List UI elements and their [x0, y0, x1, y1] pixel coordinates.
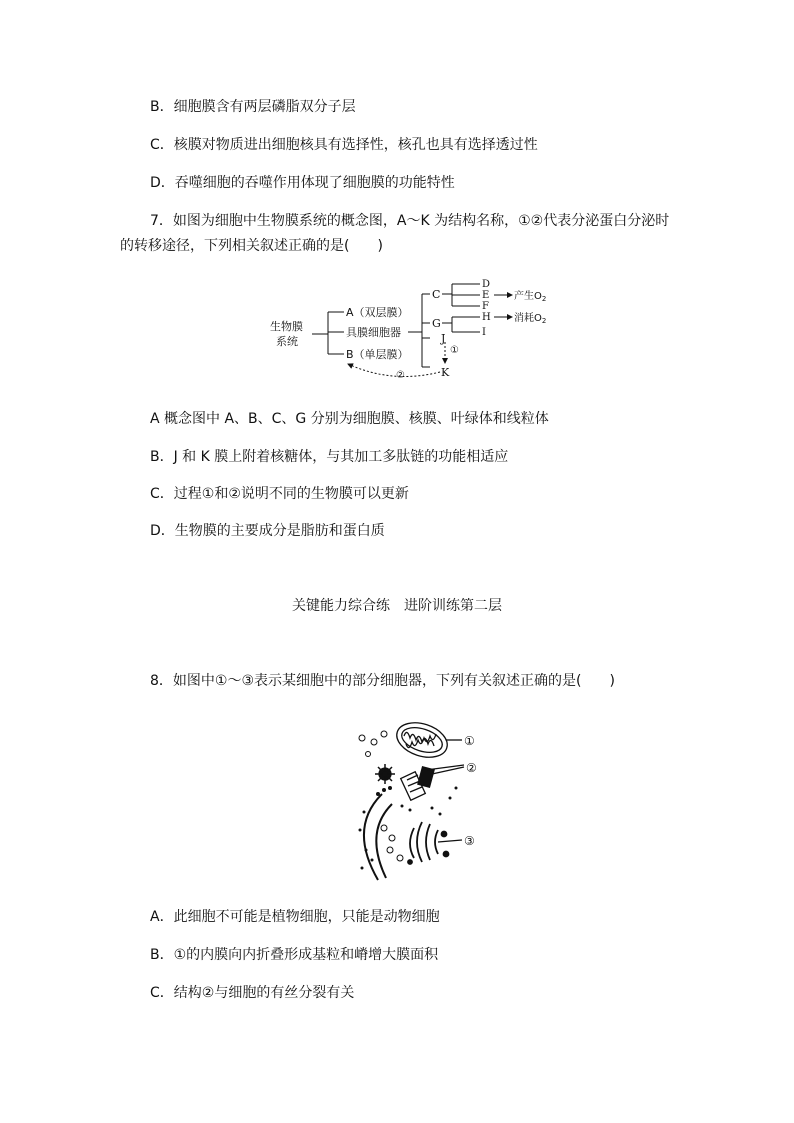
- node-d: D: [482, 279, 491, 290]
- node-b: B（单层膜）: [346, 348, 409, 361]
- q8-option-a: A．此细胞不可能是植物细胞，只能是动物细胞: [150, 909, 440, 925]
- node-j: J: [441, 332, 446, 345]
- node-k: K: [441, 366, 450, 379]
- centriole-shape: [375, 764, 434, 800]
- q6-option-c: C．核膜对物质进出细胞核具有选择性，核孔也具有选择透过性: [150, 137, 538, 153]
- step-1-marker: ①: [450, 345, 459, 356]
- node-membrane-organelles: 具膜细胞器: [346, 326, 401, 339]
- q7-option-c: C．过程①和②说明不同的生物膜可以更新: [150, 486, 409, 502]
- golgi-shape: [408, 822, 449, 864]
- node-h: H: [482, 312, 491, 323]
- node-c: C: [432, 288, 441, 301]
- node-e: E: [482, 290, 490, 301]
- q8-organelle-figure: [340, 710, 500, 885]
- figure-label-2: ②: [466, 761, 477, 775]
- consume-o2-label: 消耗$O_2$: [514, 313, 547, 325]
- q6-option-d: D．吞噬细胞的吞噬作用体现了细胞膜的功能特性: [150, 175, 455, 191]
- q8-option-b: B．①的内膜向内折叠形成基粒和嵴增大膜面积: [150, 947, 439, 963]
- step-2-marker: ②: [396, 370, 405, 381]
- node-a: A（双层膜）: [346, 306, 409, 319]
- produce-o2-label: 产生$O_2$: [514, 291, 547, 303]
- q8-option-c: C．结构②与细胞的有丝分裂有关: [150, 985, 355, 1001]
- q7-stem-line2: 的转移途径，下列相关叙述正确的是( ): [120, 238, 383, 254]
- figure-label-3: ③: [464, 834, 475, 848]
- mitochondrion-shape: [392, 717, 451, 764]
- node-i: I: [482, 327, 486, 338]
- root-label-line2: 系统: [276, 335, 298, 348]
- q6-option-b: B．细胞膜含有两层磷脂双分子层: [150, 99, 356, 115]
- q7-option-a: A 概念图中 A、B、C、G 分别为细胞膜、核膜、叶绿体和线粒体: [150, 411, 549, 427]
- q7-concept-diagram: [262, 272, 562, 384]
- q7-stem-line1: 7．如图为细胞中生物膜系统的概念图，A～K 为结构名称，①②代表分泌蛋白分泌时: [150, 213, 670, 229]
- node-g: G: [432, 317, 441, 330]
- q7-option-d: D．生物膜的主要成分是脂肪和蛋白质: [150, 523, 385, 539]
- node-f: F: [482, 301, 489, 312]
- q8-stem: 8．如图中①～③表示某细胞中的部分细胞器，下列有关叙述正确的是( ): [150, 673, 615, 689]
- root-label-line1: 生物膜: [270, 320, 303, 333]
- q7-option-b: B．J 和 K 膜上附着核糖体，与其加工多肽链的功能相适应: [150, 449, 509, 465]
- section-title: 关键能力综合练 进阶训练第二层: [292, 598, 502, 614]
- figure-label-1: ①: [464, 734, 475, 748]
